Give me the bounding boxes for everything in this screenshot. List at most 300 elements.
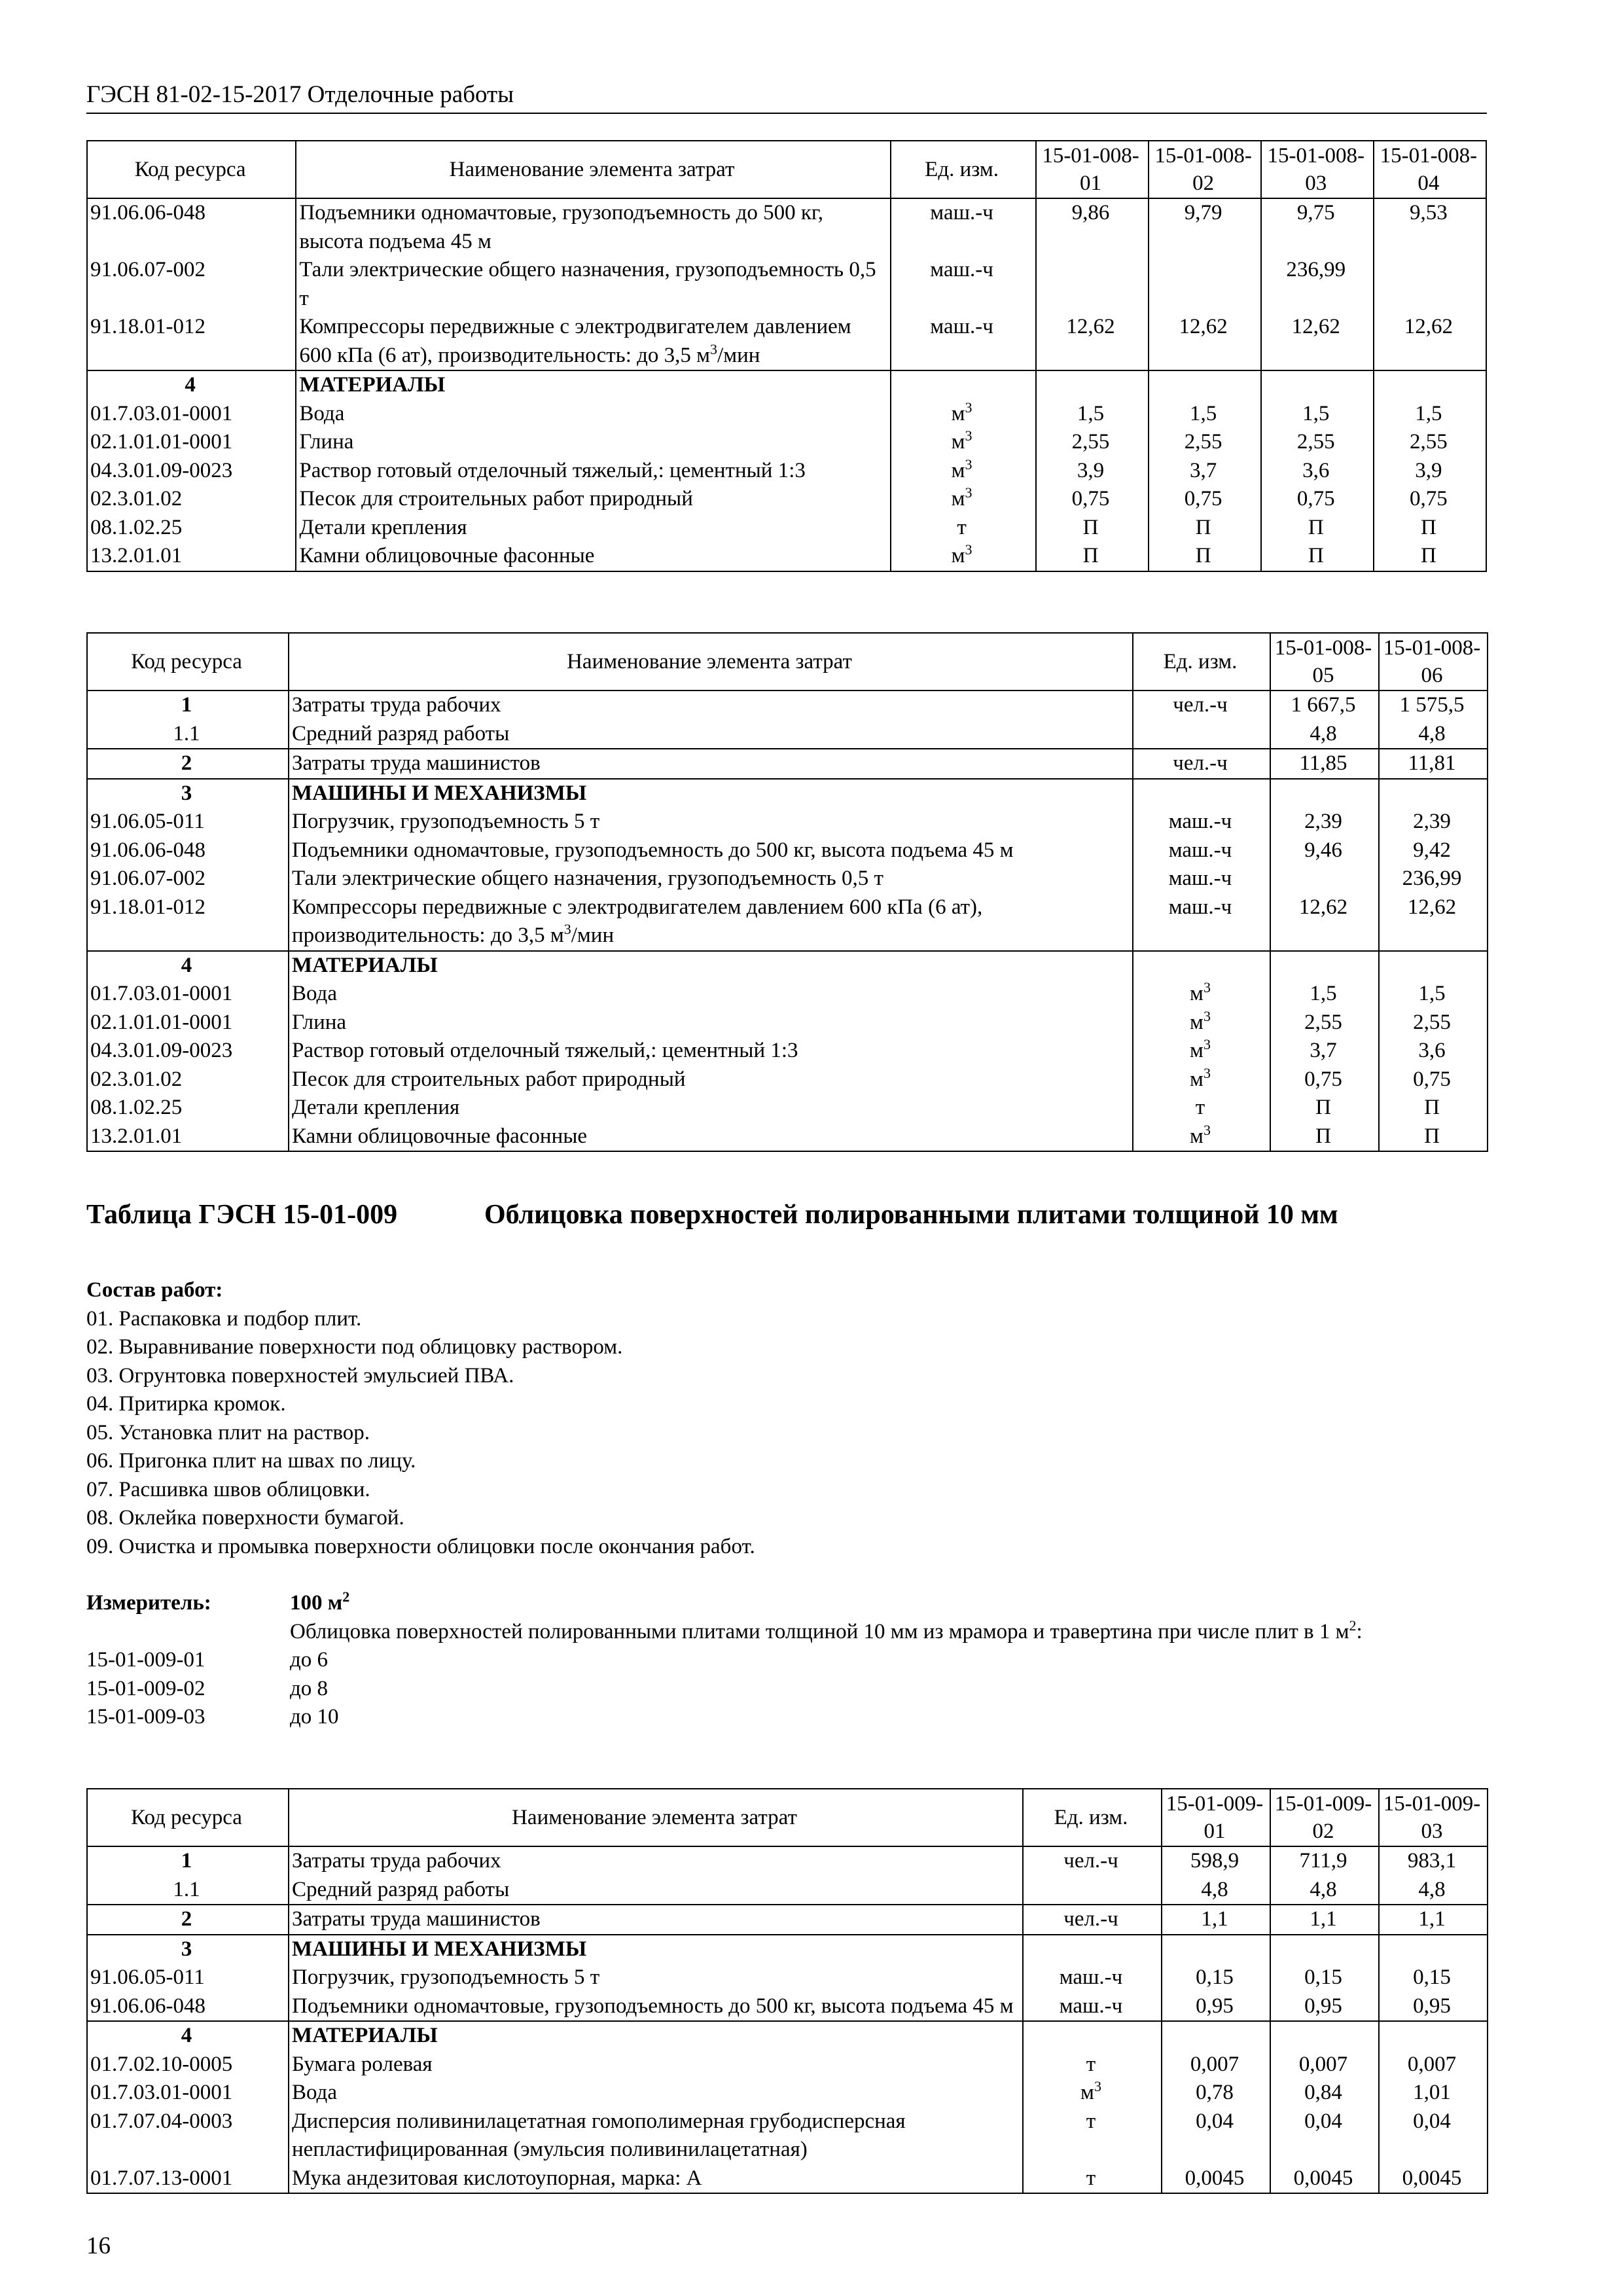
page-number: 16 bbox=[86, 2233, 111, 2259]
unit: $м^3$ bbox=[1133, 1066, 1270, 1094]
cost-element-name: Тали электрические общего назначения, грузоподъемность 0,5 т bbox=[289, 865, 1133, 893]
value: 1,5 bbox=[1036, 400, 1149, 429]
cost-element-name: МАТЕРИАЛЫ bbox=[289, 2021, 1023, 2051]
column-header: Наименование элемента затрат bbox=[296, 141, 890, 198]
value: 12,62 bbox=[1374, 313, 1486, 370]
column-header: Ед. изм. bbox=[1133, 633, 1270, 691]
value: 0,75 bbox=[1270, 1066, 1379, 1094]
cost-element-name: Тали электрические общего назначения, грузоподъемность 0,5 т bbox=[296, 256, 890, 313]
unit bbox=[1133, 951, 1270, 980]
value: 1,5 bbox=[1379, 980, 1488, 1009]
value: П bbox=[1261, 542, 1374, 571]
value: 0,0045 bbox=[1270, 2164, 1379, 2194]
value: 0,15 bbox=[1162, 1964, 1270, 1992]
table-row bbox=[87, 542, 1486, 571]
variant-item bbox=[86, 1675, 1487, 1704]
value: 11,81 bbox=[1379, 749, 1488, 779]
resource-code: 91.06.06-048 bbox=[87, 1992, 289, 2022]
value: 1,5 bbox=[1270, 980, 1379, 1009]
value bbox=[1270, 951, 1379, 980]
value: 12,62 bbox=[1261, 313, 1374, 370]
resource-code: 13.2.01.01 bbox=[87, 1122, 289, 1152]
value: 0,15 bbox=[1379, 1964, 1488, 1992]
value: 598,9 bbox=[1162, 1846, 1270, 1876]
value: 1,1 bbox=[1162, 1905, 1270, 1935]
resource-code: 02.1.01.01-0001 bbox=[87, 1009, 289, 1037]
cost-element-name: Вода bbox=[296, 400, 890, 429]
works-list bbox=[86, 1305, 755, 1562]
resource-code: 3 bbox=[87, 1935, 289, 1964]
value: 1 667,5 bbox=[1270, 691, 1379, 720]
unit: $м^3$ bbox=[891, 542, 1036, 571]
column-header: Код ресурса bbox=[87, 141, 296, 198]
unit: т bbox=[891, 514, 1036, 543]
cost-element-name: Раствор готовый отделочный тяжелый,: цементный 1:3 bbox=[296, 457, 890, 486]
resource-code: 91.06.05-011 bbox=[87, 808, 289, 836]
value: П bbox=[1374, 514, 1486, 543]
value: 4,8 bbox=[1379, 1876, 1488, 1905]
value: 4,8 bbox=[1162, 1876, 1270, 1905]
table-header-row bbox=[87, 1789, 1488, 1846]
unit bbox=[891, 370, 1036, 400]
cost-element-name: Затраты труда рабочих bbox=[289, 1846, 1023, 1876]
table-row bbox=[87, 2021, 1488, 2051]
value: 0,95 bbox=[1270, 1992, 1379, 2022]
unit: $м^3$ bbox=[891, 428, 1036, 457]
value bbox=[1149, 256, 1261, 313]
resource-code: 04.3.01.09-0023 bbox=[87, 1037, 289, 1066]
resource-code: 1 bbox=[87, 691, 289, 720]
value: 12,62 bbox=[1379, 893, 1488, 951]
table-row bbox=[87, 514, 1486, 543]
variant-code: 15-01-009-01 bbox=[86, 1648, 205, 1672]
resource-code: 4 bbox=[87, 951, 289, 980]
value: 0,04 bbox=[1270, 2108, 1379, 2164]
column-header: Код ресурса bbox=[87, 633, 289, 691]
unit: $м^3$ bbox=[1133, 1009, 1270, 1037]
value: 9,79 bbox=[1149, 198, 1261, 256]
value: 3,6 bbox=[1261, 457, 1374, 486]
unit: маш.-ч bbox=[1023, 1992, 1162, 2022]
resource-code: 3 bbox=[87, 779, 289, 808]
value bbox=[1270, 1935, 1379, 1964]
value: 4,8 bbox=[1270, 720, 1379, 749]
resource-code: 01.7.02.10-0005 bbox=[87, 2051, 289, 2079]
resource-code: 1.1 bbox=[87, 720, 289, 749]
value bbox=[1162, 1935, 1270, 1964]
table-row bbox=[87, 256, 1486, 313]
running-header: ГЭСН 81-02-15-2017 Отделочные работы bbox=[86, 77, 1487, 114]
value: 2,55 bbox=[1036, 428, 1149, 457]
resource-code: 91.06.05-011 bbox=[87, 1964, 289, 1992]
work-item: 04. Притирка кромок. bbox=[86, 1392, 286, 1416]
value: 2,55 bbox=[1374, 428, 1486, 457]
table-row bbox=[87, 808, 1488, 836]
value: 1,01 bbox=[1379, 2079, 1488, 2108]
table-row bbox=[87, 951, 1488, 980]
value: 3,7 bbox=[1149, 457, 1261, 486]
cost-element-name: Подъемники одномачтовые, грузоподъемность до 500 кг, высота подъема 45 м bbox=[296, 198, 890, 256]
value bbox=[1379, 1935, 1488, 1964]
work-item: 08. Оклейка поверхности бумагой. bbox=[86, 1506, 404, 1530]
unit: т bbox=[1023, 2051, 1162, 2079]
resource-code: 91.18.01-012 bbox=[87, 313, 296, 370]
cost-element-name: Песок для строительных работ природный bbox=[289, 1066, 1133, 1094]
value bbox=[1379, 2021, 1488, 2051]
resource-code: 91.06.07-002 bbox=[87, 256, 296, 313]
cost-element-name: Вода bbox=[289, 2079, 1023, 2108]
column-header: 15-01-009-01 bbox=[1162, 1789, 1270, 1846]
work-item: 07. Расшивка швов облицовки. bbox=[86, 1477, 370, 1501]
resource-code: 02.1.01.01-0001 bbox=[87, 428, 296, 457]
resource-code: 02.3.01.02 bbox=[87, 485, 296, 514]
column-header: Код ресурса bbox=[87, 1789, 289, 1846]
variant-text: до 8 bbox=[290, 1676, 329, 1700]
meter-block bbox=[86, 1589, 1487, 1732]
unit bbox=[1133, 779, 1270, 808]
table-row bbox=[87, 2051, 1488, 2079]
unit: т bbox=[1023, 2108, 1162, 2164]
unit: $м^3$ bbox=[891, 485, 1036, 514]
meter-label: Измеритель: bbox=[86, 1591, 211, 1615]
cost-element-name: Камни облицовочные фасонные bbox=[296, 542, 890, 571]
resource-table-009 bbox=[86, 1788, 1488, 2194]
cost-element-name: Затраты труда машинистов bbox=[289, 1905, 1023, 1935]
cost-element-name: Песок для строительных работ природный bbox=[296, 485, 890, 514]
table-row bbox=[87, 1122, 1488, 1152]
table-row bbox=[87, 980, 1488, 1009]
value: П bbox=[1374, 542, 1486, 571]
table-row bbox=[87, 2108, 1488, 2164]
value bbox=[1379, 779, 1488, 808]
unit: маш.-ч bbox=[891, 313, 1036, 370]
value: 0,007 bbox=[1270, 2051, 1379, 2079]
cost-element-name: Глина bbox=[289, 1009, 1133, 1037]
table-header-row bbox=[87, 633, 1488, 691]
value: 9,42 bbox=[1379, 836, 1488, 865]
resource-code: 1 bbox=[87, 1846, 289, 1876]
table-row bbox=[87, 1876, 1488, 1905]
value: 2,55 bbox=[1270, 1009, 1379, 1037]
table-row bbox=[87, 720, 1488, 749]
cost-element-name: Мука андезитовая кислотоупорная, марка: А bbox=[289, 2164, 1023, 2194]
value: П bbox=[1149, 514, 1261, 543]
table-row bbox=[87, 779, 1488, 808]
value: П bbox=[1036, 514, 1149, 543]
cost-element-name: Вода bbox=[289, 980, 1133, 1009]
table-row bbox=[87, 1964, 1488, 1992]
unit bbox=[1023, 1876, 1162, 1905]
value: 0,95 bbox=[1379, 1992, 1488, 2022]
value: 9,46 bbox=[1270, 836, 1379, 865]
work-item: 01. Распаковка и подбор плит. bbox=[86, 1306, 362, 1331]
cost-element-name: Средний разряд работы bbox=[289, 720, 1133, 749]
work-item: 03. Огрунтовка поверхностей эмульсией ПВА. bbox=[86, 1363, 514, 1388]
cost-element-name: Затраты труда машинистов bbox=[289, 749, 1133, 779]
cost-element-name: Дисперсия поливинилацетатная гомополимерная грубодисперсная непластифицированная (эмульсия поливинилацетатная) bbox=[289, 2108, 1023, 2164]
value: П bbox=[1149, 542, 1261, 571]
table-row bbox=[87, 1066, 1488, 1094]
value bbox=[1270, 2021, 1379, 2051]
table-row bbox=[87, 1905, 1488, 1935]
value: 236,99 bbox=[1261, 256, 1374, 313]
value: 0,75 bbox=[1036, 485, 1149, 514]
value bbox=[1149, 370, 1261, 400]
table-title: Облицовка поверхностей полированными плитами толщиной 10 мм bbox=[484, 1200, 1338, 1230]
cost-element-name: Компрессоры передвижные с электродвигателем давлением 600 кПа (6 ат), производительность: до 3,5 $м^3$/мин bbox=[296, 313, 890, 370]
resource-code: 01.7.07.13-0001 bbox=[87, 2164, 289, 2194]
value: П bbox=[1261, 514, 1374, 543]
value: 0,04 bbox=[1379, 2108, 1488, 2164]
resource-code: 91.18.01-012 bbox=[87, 893, 289, 951]
cost-element-name: Бумага ролевая bbox=[289, 2051, 1023, 2079]
resource-code: 4 bbox=[87, 2021, 289, 2051]
value: 9,75 bbox=[1261, 198, 1374, 256]
cost-element-name: МАШИНЫ И МЕХАНИЗМЫ bbox=[289, 779, 1133, 808]
variant-item bbox=[86, 1646, 1487, 1675]
unit: маш.-ч bbox=[1133, 836, 1270, 865]
resource-code: 91.06.06-048 bbox=[87, 836, 289, 865]
table-row bbox=[87, 198, 1486, 256]
unit bbox=[1133, 720, 1270, 749]
value bbox=[1036, 256, 1149, 313]
table-row bbox=[87, 865, 1488, 893]
unit: маш.-ч bbox=[1023, 1964, 1162, 1992]
value: 0,0045 bbox=[1162, 2164, 1270, 2194]
value bbox=[1374, 256, 1486, 313]
value: 0,75 bbox=[1379, 1066, 1488, 1094]
value bbox=[1261, 370, 1374, 400]
value: 12,62 bbox=[1149, 313, 1261, 370]
table-row bbox=[87, 485, 1486, 514]
unit: $м^3$ bbox=[1133, 1122, 1270, 1152]
cost-element-name: Компрессоры передвижные с электродвигателем давлением 600 кПа (6 ат), производительность: до 3,5 $м^3$/мин bbox=[289, 893, 1133, 951]
value: П bbox=[1379, 1094, 1488, 1122]
value: 1,1 bbox=[1379, 1905, 1488, 1935]
table-row bbox=[87, 1094, 1488, 1122]
unit bbox=[1023, 1935, 1162, 1964]
table-row bbox=[87, 1037, 1488, 1066]
table-row bbox=[87, 1846, 1488, 1876]
unit: $м^3$ bbox=[891, 400, 1036, 429]
value: П bbox=[1036, 542, 1149, 571]
value: П bbox=[1379, 1122, 1488, 1152]
column-header: 15-01-009-02 bbox=[1270, 1789, 1379, 1846]
table-row bbox=[87, 1009, 1488, 1037]
resource-code: 91.06.07-002 bbox=[87, 865, 289, 893]
value: 0,75 bbox=[1149, 485, 1261, 514]
value: 236,99 bbox=[1379, 865, 1488, 893]
unit: $м^3$ bbox=[891, 457, 1036, 486]
unit: чел.-ч bbox=[1023, 1846, 1162, 1876]
value: 2,55 bbox=[1149, 428, 1261, 457]
value: 2,55 bbox=[1261, 428, 1374, 457]
value: 983,1 bbox=[1379, 1846, 1488, 1876]
unit: чел.-ч bbox=[1133, 749, 1270, 779]
work-item: 09. Очистка и промывка поверхности облицовки после окончания работ. bbox=[86, 1534, 755, 1558]
table-row bbox=[87, 457, 1486, 486]
column-header: 15-01-009-03 bbox=[1379, 1789, 1488, 1846]
works-heading: Состав работ: bbox=[86, 1278, 223, 1302]
unit: т bbox=[1133, 1094, 1270, 1122]
cost-element-name: Подъемники одномачтовые, грузоподъемность до 500 кг, высота подъема 45 м bbox=[289, 1992, 1023, 2022]
cost-element-name: МАТЕРИАЛЫ bbox=[289, 951, 1133, 980]
value: 0,95 bbox=[1162, 1992, 1270, 2022]
column-header: 15-01-008-06 bbox=[1379, 633, 1488, 691]
value bbox=[1162, 2021, 1270, 2051]
value: 3,6 bbox=[1379, 1037, 1488, 1066]
value: 0,84 bbox=[1270, 2079, 1379, 2108]
value: 3,9 bbox=[1374, 457, 1486, 486]
value: П bbox=[1270, 1094, 1379, 1122]
value: 4,8 bbox=[1270, 1876, 1379, 1905]
value: 0,007 bbox=[1379, 2051, 1488, 2079]
table-header-row bbox=[87, 141, 1486, 198]
cost-element-name: Раствор готовый отделочный тяжелый,: цементный 1:3 bbox=[289, 1037, 1133, 1066]
table-row bbox=[87, 2164, 1488, 2194]
value: 0,78 bbox=[1162, 2079, 1270, 2108]
resource-code: 08.1.02.25 bbox=[87, 514, 296, 543]
meter-value: 100 $м^2$ bbox=[290, 1588, 350, 1615]
variant-text: до 6 bbox=[290, 1648, 329, 1672]
column-header: 15-01-008-02 bbox=[1149, 141, 1261, 198]
unit: $м^3$ bbox=[1133, 980, 1270, 1009]
variant-item bbox=[86, 1703, 1487, 1732]
value: 1,5 bbox=[1261, 400, 1374, 429]
column-header: Ед. изм. bbox=[891, 141, 1036, 198]
cost-element-name: МАТЕРИАЛЫ bbox=[296, 370, 890, 400]
resource-code: 13.2.01.01 bbox=[87, 542, 296, 571]
variant-code: 15-01-009-03 bbox=[86, 1705, 205, 1729]
table-row bbox=[87, 370, 1486, 400]
value: 0,75 bbox=[1374, 485, 1486, 514]
cost-element-name: МАШИНЫ И МЕХАНИЗМЫ bbox=[289, 1935, 1023, 1964]
unit: чел.-ч bbox=[1133, 691, 1270, 720]
work-item: 06. Пригонка плит на швах по лицу. bbox=[86, 1449, 416, 1473]
resource-code: 1.1 bbox=[87, 1876, 289, 1905]
resource-code: 01.7.03.01-0001 bbox=[87, 2079, 289, 2108]
value: 711,9 bbox=[1270, 1846, 1379, 1876]
resource-code: 01.7.07.04-0003 bbox=[87, 2108, 289, 2164]
cost-element-name: Подъемники одномачтовые, грузоподъемность до 500 кг, высота подъема 45 м bbox=[289, 836, 1133, 865]
column-header: Наименование элемента затрат bbox=[289, 1789, 1023, 1846]
value: 1,5 bbox=[1374, 400, 1486, 429]
value: 12,62 bbox=[1270, 893, 1379, 951]
table-row bbox=[87, 313, 1486, 370]
value: 12,62 bbox=[1036, 313, 1149, 370]
resource-code: 01.7.03.01-0001 bbox=[87, 980, 289, 1009]
cost-element-name: Детали крепления bbox=[296, 514, 890, 543]
works-composition bbox=[86, 1276, 755, 1561]
unit: маш.-ч bbox=[891, 198, 1036, 256]
value bbox=[1379, 951, 1488, 980]
variant-text: до 10 bbox=[290, 1705, 339, 1729]
value: 3,9 bbox=[1036, 457, 1149, 486]
resource-code: 91.06.06-048 bbox=[87, 198, 296, 256]
value bbox=[1374, 370, 1486, 400]
value: 9,86 bbox=[1036, 198, 1149, 256]
unit: маш.-ч bbox=[1133, 808, 1270, 836]
value: 2,55 bbox=[1379, 1009, 1488, 1037]
column-header: Ед. изм. bbox=[1023, 1789, 1162, 1846]
table-row bbox=[87, 749, 1488, 779]
value: 0,0045 bbox=[1379, 2164, 1488, 2194]
value: 9,53 bbox=[1374, 198, 1486, 256]
unit: чел.-ч bbox=[1023, 1905, 1162, 1935]
column-header: Наименование элемента затрат bbox=[289, 633, 1133, 691]
table-row bbox=[87, 1992, 1488, 2022]
value: 4,8 bbox=[1379, 720, 1488, 749]
value bbox=[1270, 779, 1379, 808]
variant-code: 15-01-009-02 bbox=[86, 1676, 205, 1700]
value: 0,75 bbox=[1261, 485, 1374, 514]
value: 2,39 bbox=[1379, 808, 1488, 836]
resource-code: 2 bbox=[87, 749, 289, 779]
resource-code: 2 bbox=[87, 1905, 289, 1935]
value: 1,5 bbox=[1149, 400, 1261, 429]
cost-element-name: Погрузчик, грузоподъемность 5 т bbox=[289, 808, 1133, 836]
cost-element-name: Детали крепления bbox=[289, 1094, 1133, 1122]
cost-element-name: Камни облицовочные фасонные bbox=[289, 1122, 1133, 1152]
table-row bbox=[87, 1935, 1488, 1964]
work-item: 05. Установка плит на раствор. bbox=[86, 1420, 370, 1444]
column-header: 15-01-008-01 bbox=[1036, 141, 1149, 198]
cost-element-name: Глина bbox=[296, 428, 890, 457]
resource-code: 04.3.01.09-0023 bbox=[87, 457, 296, 486]
cost-element-name: Погрузчик, грузоподъемность 5 т bbox=[289, 1964, 1023, 1992]
table-id: Таблица ГЭСН 15-01-009 bbox=[86, 1200, 398, 1230]
value: П bbox=[1270, 1122, 1379, 1152]
resource-code: 02.3.01.02 bbox=[87, 1066, 289, 1094]
unit: т bbox=[1023, 2164, 1162, 2194]
value: 1 575,5 bbox=[1379, 691, 1488, 720]
cost-element-name: Средний разряд работы bbox=[289, 1876, 1023, 1905]
value bbox=[1270, 865, 1379, 893]
cost-element-name: Затраты труда рабочих bbox=[289, 691, 1133, 720]
table-row bbox=[87, 2079, 1488, 2108]
resource-code: 4 bbox=[87, 370, 296, 400]
table-row bbox=[87, 836, 1488, 865]
resource-code: 08.1.02.25 bbox=[87, 1094, 289, 1122]
unit: маш.-ч bbox=[1133, 893, 1270, 951]
value: 2,39 bbox=[1270, 808, 1379, 836]
value: 0,04 bbox=[1162, 2108, 1270, 2164]
resource-code: 01.7.03.01-0001 bbox=[87, 400, 296, 429]
unit: $м^3$ bbox=[1133, 1037, 1270, 1066]
unit: маш.-ч bbox=[1133, 865, 1270, 893]
table-heading bbox=[86, 1199, 1338, 1230]
table-row bbox=[87, 893, 1488, 951]
resource-table-008-05-06 bbox=[86, 632, 1488, 1152]
table-row bbox=[87, 428, 1486, 457]
resource-table-008-01-04 bbox=[86, 140, 1487, 572]
meter-description: Облицовка поверхностей полированными плитами толщиной 10 мм из мрамора и травертина при числе плит в 1 $м^2$: bbox=[290, 1617, 1363, 1643]
column-header: 15-01-008-03 bbox=[1261, 141, 1374, 198]
table-row bbox=[87, 691, 1488, 720]
value: 0,007 bbox=[1162, 2051, 1270, 2079]
table-row bbox=[87, 400, 1486, 429]
unit bbox=[1023, 2021, 1162, 2051]
value bbox=[1036, 370, 1149, 400]
unit: $м^3$ bbox=[1023, 2079, 1162, 2108]
value: 11,85 bbox=[1270, 749, 1379, 779]
value: 3,7 bbox=[1270, 1037, 1379, 1066]
unit: маш.-ч bbox=[891, 256, 1036, 313]
variant-list bbox=[86, 1646, 1487, 1732]
column-header: 15-01-008-04 bbox=[1374, 141, 1486, 198]
column-header: 15-01-008-05 bbox=[1270, 633, 1379, 691]
value: 1,1 bbox=[1270, 1905, 1379, 1935]
